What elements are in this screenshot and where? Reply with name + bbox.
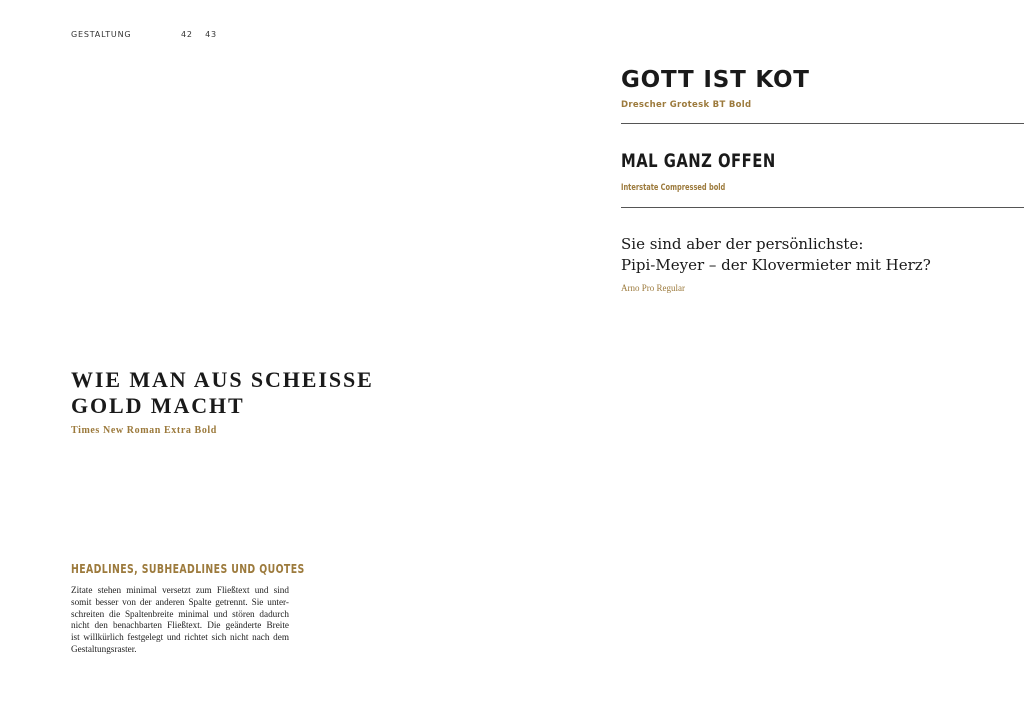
times-sample-headline: [71, 367, 374, 419]
interstate-sample-text: MAL GANZ OFFEN: [621, 150, 776, 172]
body-line: somit besser von der anderen Spalte getrennt. Sie unter-: [71, 596, 289, 607]
divider-rule: [621, 123, 1024, 124]
running-header: [71, 30, 217, 39]
body-line: Gestaltungsraster.: [71, 643, 137, 654]
divider-rule: [621, 207, 1024, 208]
body-line: schreiten die Spaltenbreite minimal und stören dadurch: [71, 608, 289, 619]
drescher-font-caption: Drescher Grotesk BT Bold: [621, 100, 752, 110]
body-line: nicht den benachbarten Fließtext. Die geänderte Breite: [71, 620, 289, 631]
times-sample-line: WIE MAN AUS SCHEISSE: [71, 367, 374, 392]
drescher-sample-text: GOTT IST KOT: [621, 67, 810, 93]
times-font-caption: Times New Roman Extra Bold: [71, 425, 217, 436]
section-label: GESTALTUNG: [71, 30, 132, 39]
quotes-section-heading: HEADLINES, SUBHEADLINES UND QUOTES: [71, 562, 305, 576]
interstate-font-caption: Interstate Compressed bold: [621, 183, 726, 193]
page-numbers: [181, 30, 217, 39]
arno-sample-line: Pipi-Meyer – der Klovermieter mit Herz?: [621, 256, 931, 274]
arno-sample-line: Sie sind aber der persönlichste:: [621, 235, 864, 253]
quotes-body-text: [71, 585, 289, 656]
body-line: Zitate stehen minimal versetzt zum Fließtext und sind: [71, 585, 289, 595]
page-number-left: 42: [181, 30, 193, 39]
arno-sample-text: [621, 234, 931, 276]
page-number-right: 43: [205, 30, 217, 39]
times-sample-line: GOLD MACHT: [71, 393, 245, 418]
body-line: ist willkürlich festgelegt und richtet sich nicht nach dem: [71, 632, 289, 643]
arno-font-caption: Arno Pro Regular: [621, 283, 685, 293]
